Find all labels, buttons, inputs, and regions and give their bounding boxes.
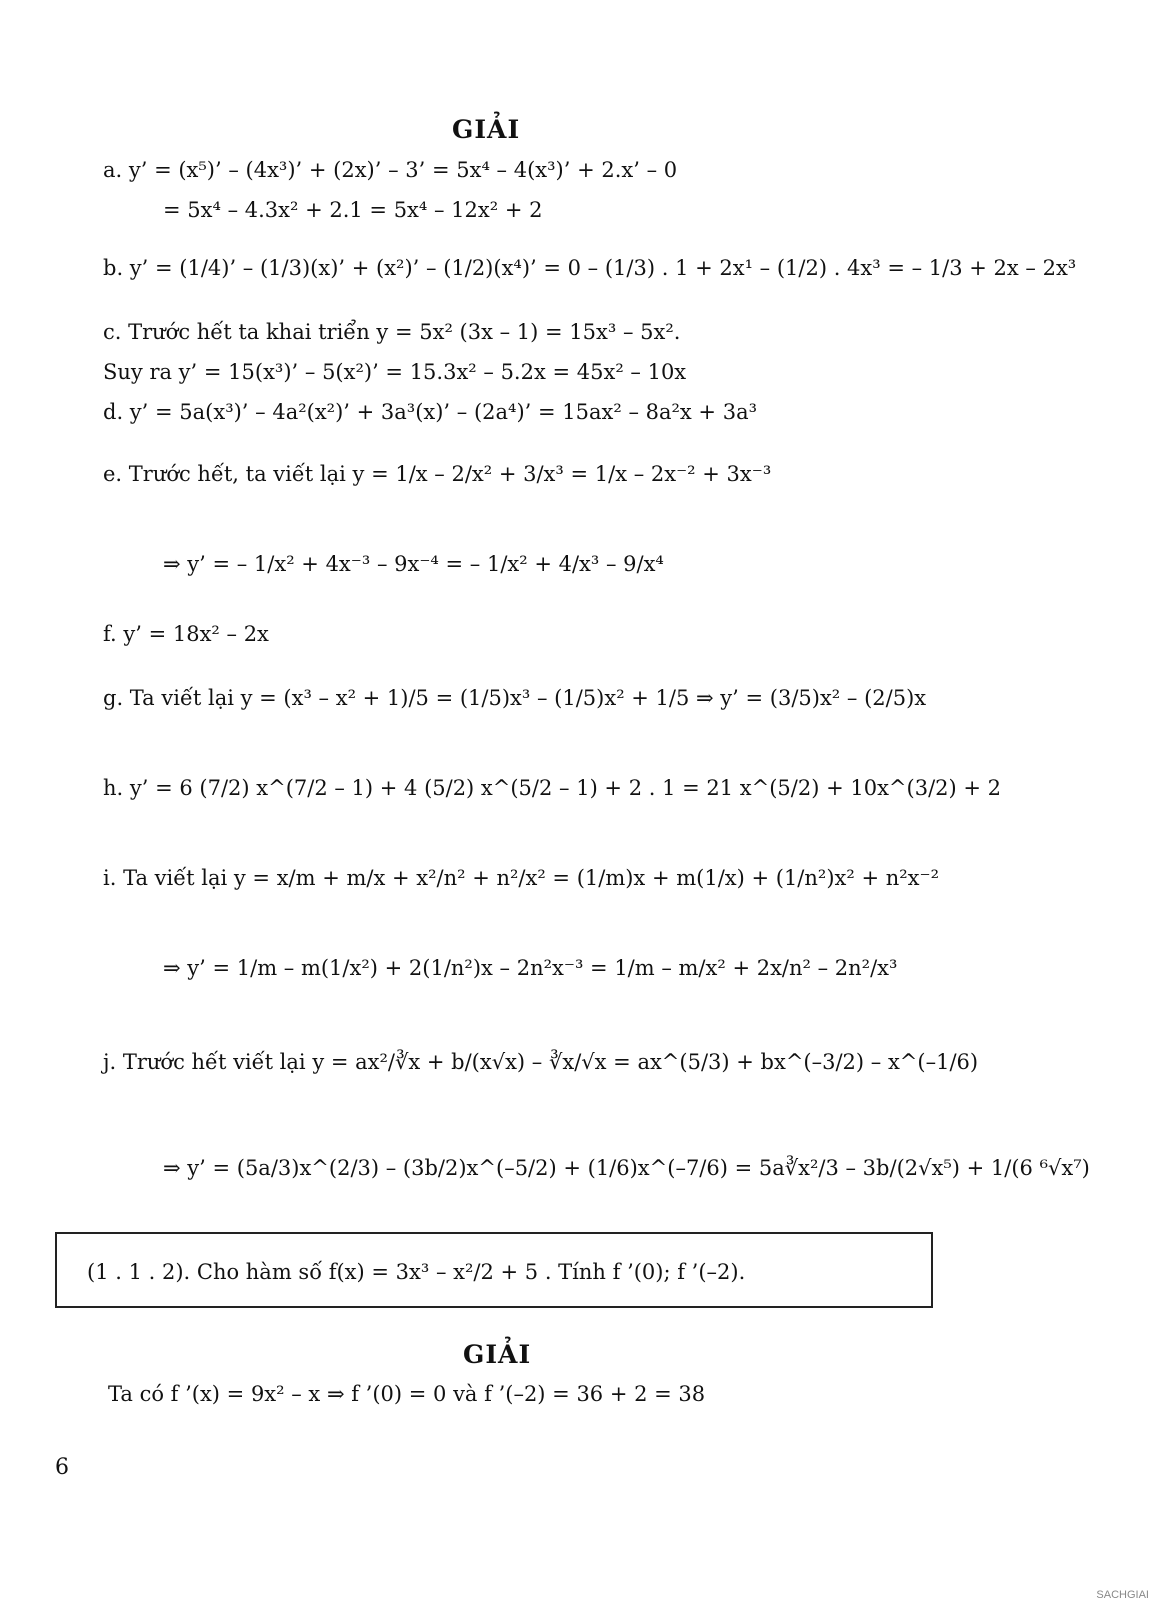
solution-line-b: b. y’ = (1/4)’ – (1/3)(x)’ + (x²)’ – (1/2)(x⁴)’ = 0 – (1/3) . 1 + 2x¹ – (1/2) . 4x³ = – 1/3 + 2x – 2x³: [103, 256, 1077, 280]
solution-heading: GIẢI: [452, 115, 521, 144]
page-number: 6: [55, 1455, 69, 1480]
solution-line-j2: ⇒ y’ = (5a/3)x^(2/3) – (3b/2)x^(–5/2) + (1/6)x^(–7/6) = 5a∛x²/3 – 3b/(2√x⁵) + 1/(6 ⁶√x⁷): [163, 1156, 1090, 1180]
solution-line-a2: = 5x⁴ – 4.3x² + 2.1 = 5x⁴ – 12x² + 2: [163, 198, 543, 222]
final-answer: Ta có f ’(x) = 9x² – x ⇒ f ’(0) = 0 và f ’(–2) = 36 + 2 = 38: [108, 1382, 706, 1406]
solution-line-a1: a. y’ = (x⁵)’ – (4x³)’ + (2x)’ – 3’ = 5x⁴ – 4(x³)’ + 2.x’ – 0: [103, 158, 678, 182]
solution-line-e2: ⇒ y’ = – 1/x² + 4x⁻³ – 9x⁻⁴ = – 1/x² + 4/x³ – 9/x⁴: [163, 552, 664, 576]
solution-line-j1: j. Trước hết viết lại y = ax²/∛x + b/(x√x) – ∛x/√x = ax^(5/3) + bx^(–3/2) – x^(–1/6): [103, 1050, 979, 1074]
problem-box: [55, 1232, 933, 1308]
watermark: SACHGIAI: [1096, 1589, 1149, 1601]
solution-line-c1: c. Trước hết ta khai triển y = 5x² (3x – 1) = 15x³ – 5x².: [103, 320, 681, 344]
solution-line-e1: e. Trước hết, ta viết lại y = 1/x – 2/x² + 3/x³ = 1/x – 2x⁻² + 3x⁻³: [103, 462, 772, 486]
solution-line-i1: i. Ta viết lại y = x/m + m/x + x²/n² + n²/x² = (1/m)x + m(1/x) + (1/n²)x² + n²x⁻²: [103, 866, 940, 890]
solution-line-h: h. y’ = 6 (7/2) x^(7/2 – 1) + 4 (5/2) x^(5/2 – 1) + 2 . 1 = 21 x^(5/2) + 10x^(3/2) + 2: [103, 776, 1002, 800]
solution-line-d: d. y’ = 5a(x³)’ – 4a²(x²)’ + 3a³(x)’ – (2a⁴)’ = 15ax² – 8a²x + 3a³: [103, 400, 758, 424]
problem-statement: (1 . 1 . 2). Cho hàm số f(x) = 3x³ – x²/2 + 5 . Tính f ’(0); f ’(–2).: [87, 1260, 746, 1284]
solution-line-f: f. y’ = 18x² – 2x: [103, 622, 269, 646]
solution-line-i2: ⇒ y’ = 1/m – m(1/x²) + 2(1/n²)x – 2n²x⁻³ = 1/m – m/x² + 2x/n² – 2n²/x³: [163, 956, 898, 980]
solution-line-g: g. Ta viết lại y = (x³ – x² + 1)/5 = (1/5)x³ – (1/5)x² + 1/5 ⇒ y’ = (3/5)x² – (2/5)x: [103, 686, 927, 710]
second-solution-heading: GIẢI: [463, 1340, 532, 1369]
solution-line-c2: Suy ra y’ = 15(x³)’ – 5(x²)’ = 15.3x² – 5.2x = 45x² – 10x: [103, 360, 687, 384]
